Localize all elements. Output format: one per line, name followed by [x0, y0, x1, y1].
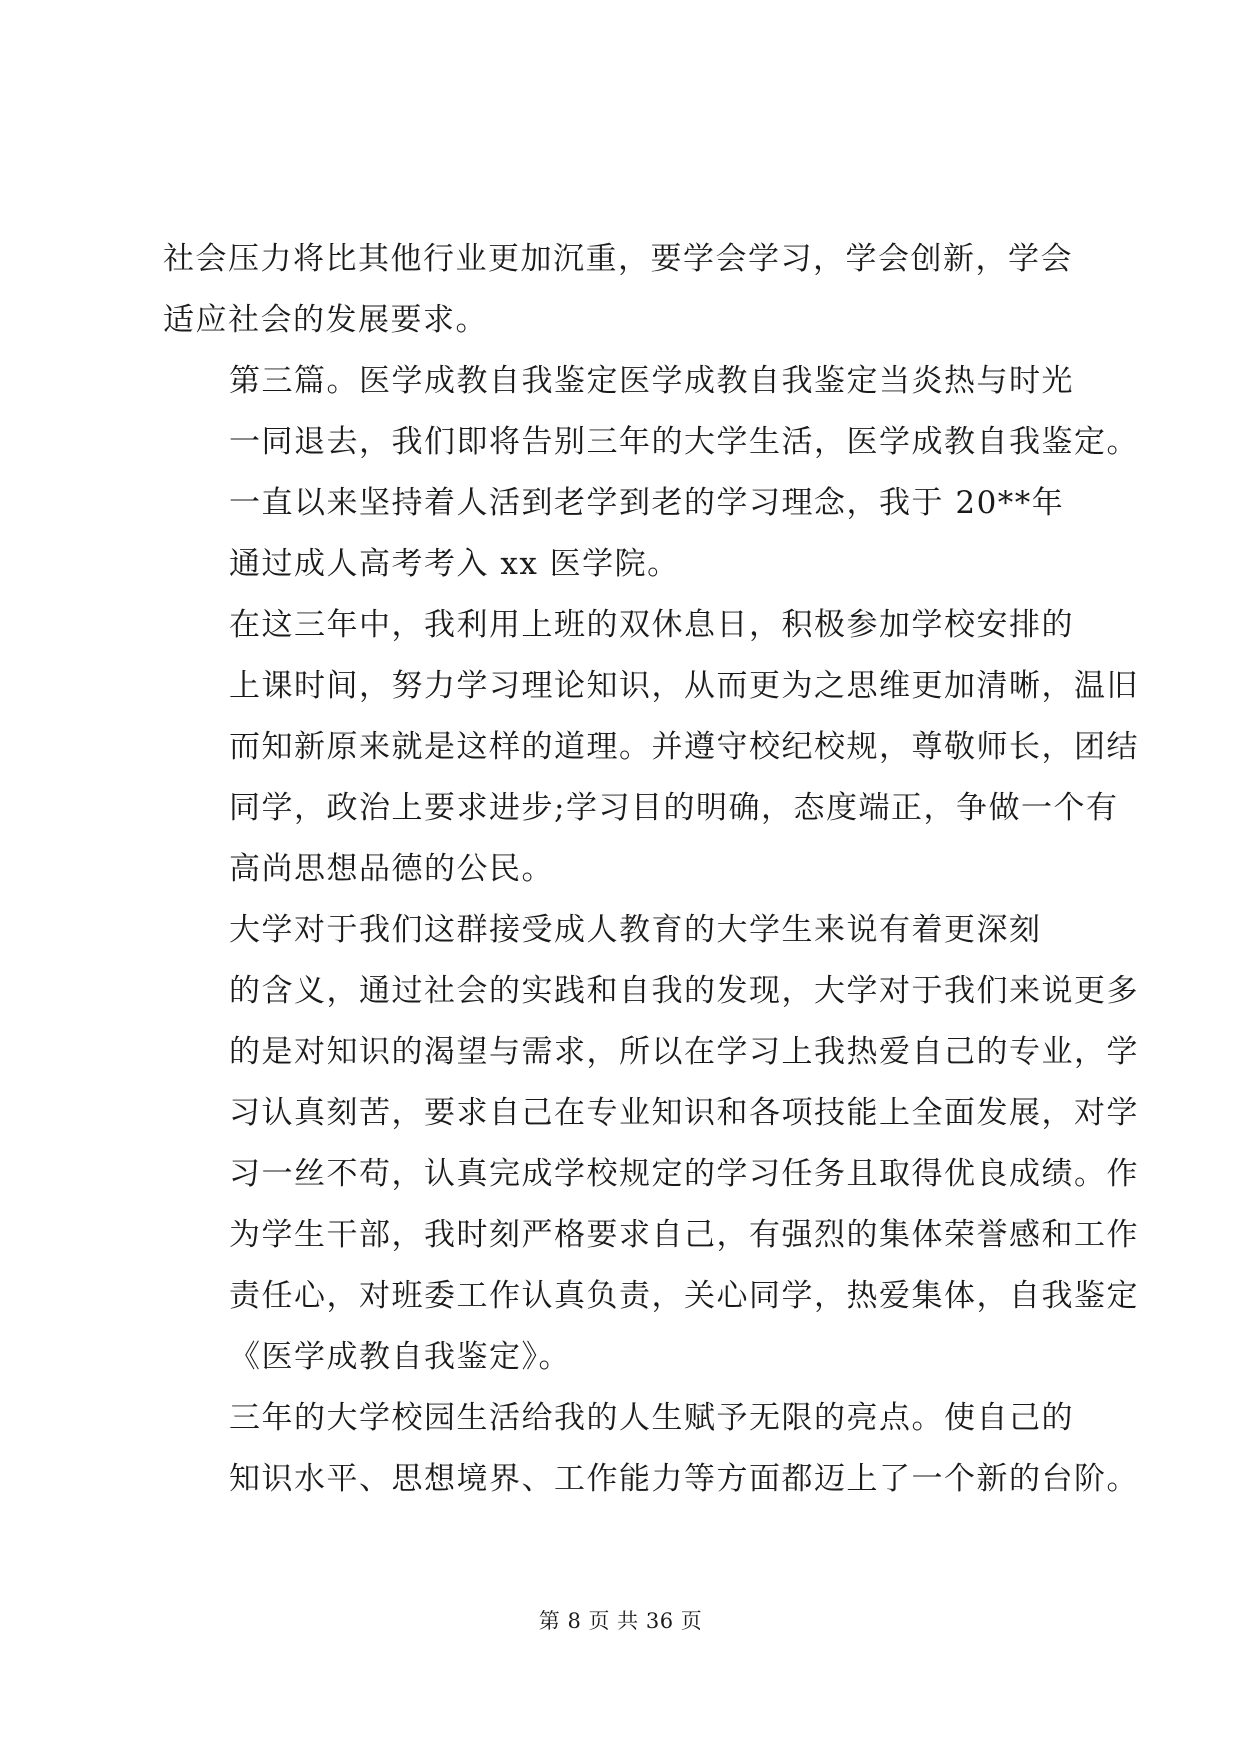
paragraph-4: [163, 595, 1139, 900]
text-line: 适应社会的发展要求。: [163, 302, 488, 338]
text-line: 上课时间，努力学习理论知识，从而更为之思维更加清晰，温旧: [229, 668, 1139, 704]
text-line: 社会压力将比其他行业更加沉重，要学会学习，学会创新，学会: [163, 241, 1073, 277]
text-line: 而知新原来就是这样的道理。并遵守校纪校规，尊敬师长，团结: [229, 729, 1139, 765]
page-number-label: 第 8 页 共 36 页: [538, 1609, 703, 1633]
text-line: 的是对知识的渴望与需求，所以在学习上我热爱自己的专业，学: [229, 1034, 1139, 1070]
text-line: 习认真刻苦，要求自己在专业知识和各项技能上全面发展，对学: [229, 1095, 1139, 1131]
paragraph-3: [163, 473, 1083, 595]
text-line: 一直以来坚持着人活到老学到老的学习理念，我于 20**年: [229, 485, 1065, 521]
text-line: 第三篇。医学成教自我鉴定医学成教自我鉴定当炎热与时光: [229, 363, 1074, 399]
paragraph-6: [163, 1388, 1139, 1510]
text-line: 知识水平、思想境界、工作能力等方面都迈上了一个新的台阶。: [229, 1461, 1139, 1497]
text-line: 的含义，通过社会的实践和自我的发现，大学对于我们来说更多: [229, 973, 1139, 1009]
paragraph-1: [163, 229, 1083, 351]
text-line: 通过成人高考考入 xx 医学院。: [229, 546, 680, 582]
text-line: 习一丝不苟，认真完成学校规定的学习任务且取得优良成绩。作: [229, 1156, 1139, 1192]
text-line: 同学，政治上要求进步;学习目的明确，态度端正，争做一个有: [229, 790, 1119, 826]
text-line: 《医学成教自我鉴定》。: [229, 1339, 571, 1375]
text-line: 高尚思想品德的公民。: [229, 851, 554, 887]
text-line: 责任心，对班委工作认真负责，关心同学，热爱集体，自我鉴定: [229, 1278, 1139, 1314]
text-line: 为学生干部，我时刻严格要求自己，有强烈的集体荣誉感和工作: [229, 1217, 1139, 1253]
paragraph-5: [163, 900, 1139, 1388]
page-footer: [0, 1606, 1241, 1636]
text-line: 三年的大学校园生活给我的人生赋予无限的亮点。使自己的: [229, 1400, 1074, 1436]
text-line: 在这三年中，我利用上班的双休息日，积极参加学校安排的: [229, 607, 1074, 643]
text-line: 大学对于我们这群接受成人教育的大学生来说有着更深刻: [229, 912, 1042, 948]
paragraph-2: [163, 351, 1139, 473]
document-body: [163, 229, 1139, 1510]
text-line: 一同退去，我们即将告别三年的大学生活，医学成教自我鉴定。: [229, 424, 1139, 460]
